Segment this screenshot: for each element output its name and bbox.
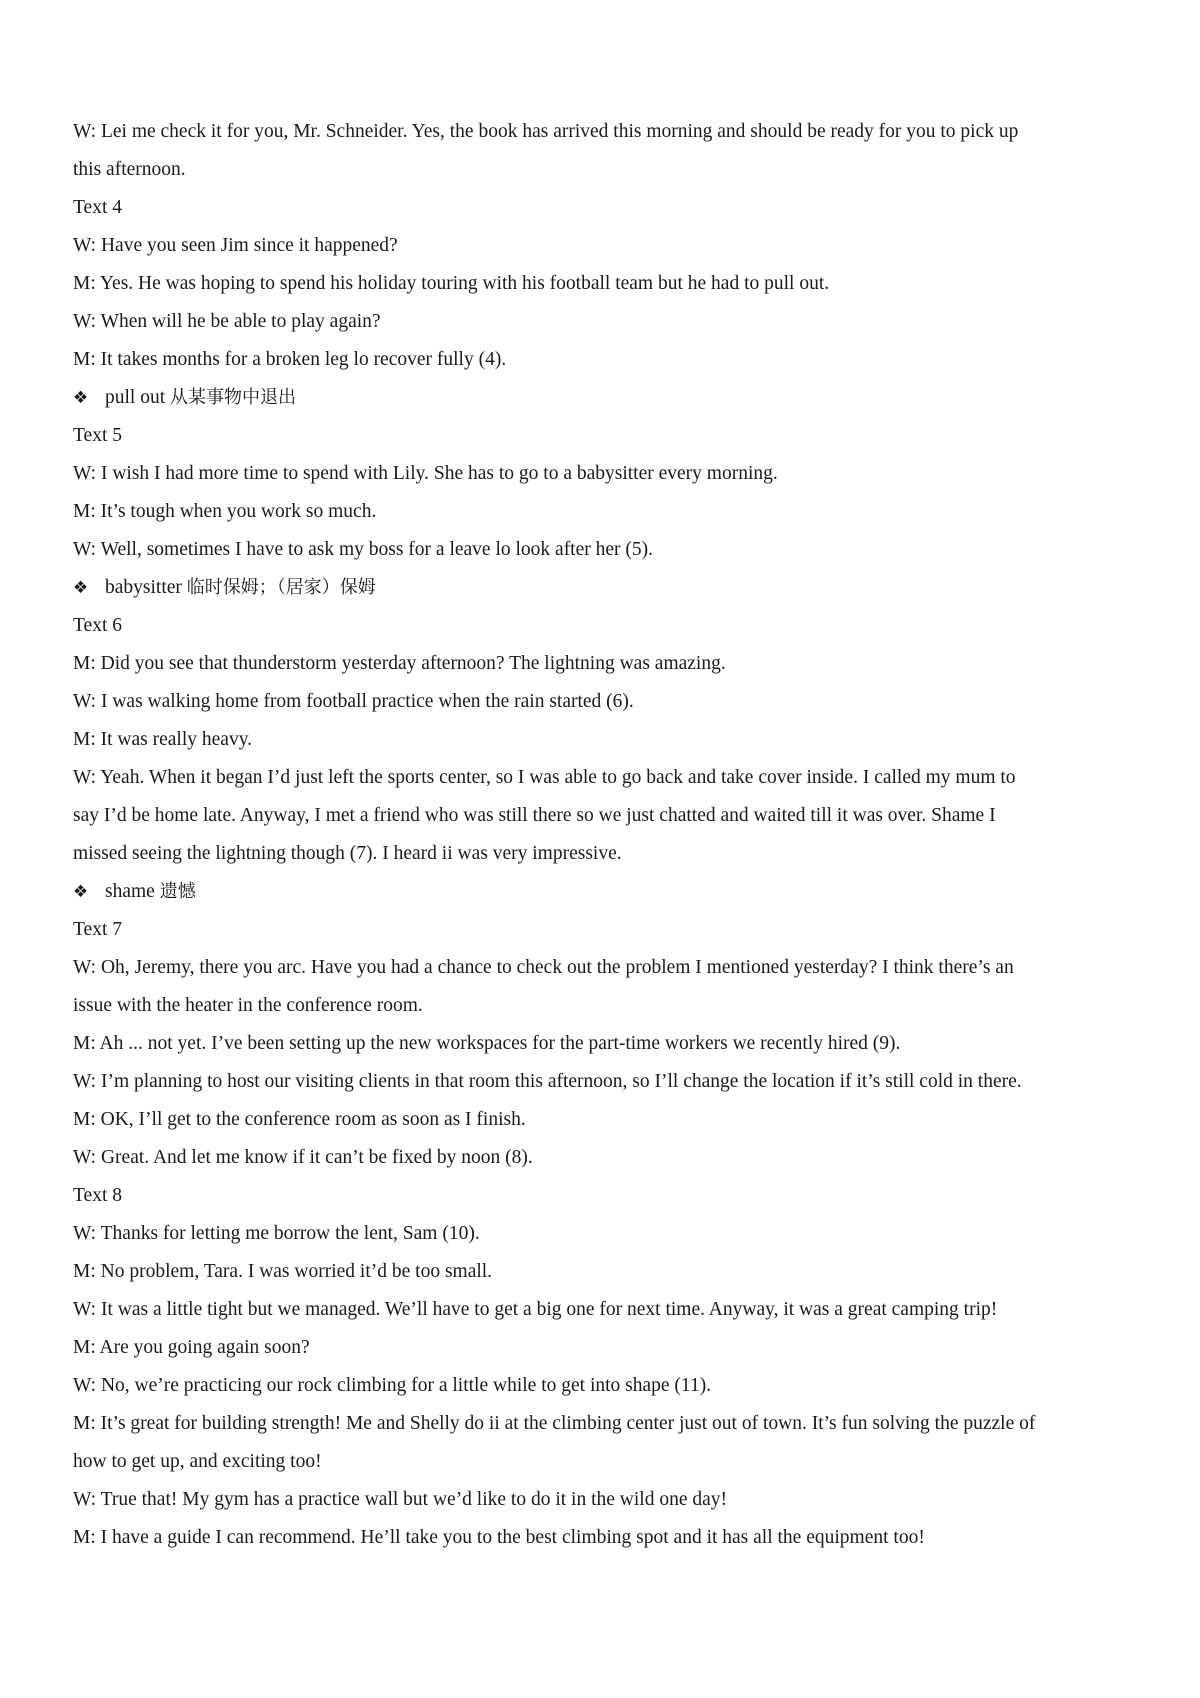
section-heading: Text 5 bbox=[73, 425, 122, 446]
dialogue-line: W: I was walking home from football practice when the rain started (6). bbox=[73, 691, 634, 712]
dialogue-line: M: It’s tough when you work so much. bbox=[73, 501, 377, 522]
section-heading: Text 4 bbox=[73, 197, 122, 218]
dialogue-line: missed seeing the lightning though (7). I heard ii was very impressive. bbox=[73, 843, 622, 864]
dialogue-line: how to get up, and exciting too! bbox=[73, 1451, 322, 1472]
vocab-note bbox=[73, 569, 1143, 607]
dialogue-line: M: OK, I’ll get to the conference room as soon as I finish. bbox=[73, 1109, 526, 1130]
dialogue-line: M: It’s great for building strength! Me and Shelly do ii at the climbing center just out of town. It’s fun solving the puzzle of bbox=[73, 1413, 1036, 1434]
dialogue-line: M: Did you see that thunderstorm yesterday afternoon? The lightning was amazing. bbox=[73, 653, 726, 674]
diamond-bullet-icon: ❖ bbox=[73, 882, 89, 902]
dialogue-line: M: It was really heavy. bbox=[73, 729, 253, 750]
dialogue-line: M: I have a guide I can recommend. He’ll take you to the best climbing spot and it has all the equipment too! bbox=[73, 1527, 925, 1548]
section-heading: Text 6 bbox=[73, 615, 122, 636]
diamond-bullet-icon: ❖ bbox=[73, 578, 89, 598]
dialogue-line: W: I’m planning to host our visiting clients in that room this afternoon, so I’ll change the location if it’s still cold in there. bbox=[73, 1071, 1022, 1092]
dialogue-line: M: It takes months for a broken leg lo recover fully (4). bbox=[73, 349, 507, 370]
vocab-note bbox=[73, 873, 1143, 911]
dialogue-line: W: Well, sometimes I have to ask my boss for a leave lo look after her (5). bbox=[73, 539, 654, 560]
dialogue-line: W: Lei me check it for you, Mr. Schneider. Yes, the book has arrived this morning and should be ready for you to pick up bbox=[73, 121, 1019, 142]
vocab-term: pull out bbox=[105, 387, 166, 408]
vocab-term: babysitter bbox=[105, 577, 182, 598]
dialogue-line: W: Have you seen Jim since it happened? bbox=[73, 235, 398, 256]
dialogue-line: issue with the heater in the conference room. bbox=[73, 995, 423, 1016]
dialogue-line: W: True that! My gym has a practice wall but we’d like to do it in the wild one day! bbox=[73, 1489, 728, 1510]
vocab-definition: 遗憾 bbox=[159, 881, 196, 902]
dialogue-line: say I’d be home late. Anyway, I met a friend who was still there so we just chatted and waited till it was over. Shame I bbox=[73, 805, 996, 826]
section-heading: Text 8 bbox=[73, 1185, 122, 1206]
document-page bbox=[73, 113, 1143, 1557]
dialogue-line: this afternoon. bbox=[73, 159, 186, 180]
dialogue-line: W: No, we’re practicing our rock climbing for a little while to get into shape (11). bbox=[73, 1375, 712, 1396]
dialogue-line: W: It was a little tight but we managed. We’ll have to get a big one for next time. Anyway, it was a great camping trip! bbox=[73, 1299, 998, 1320]
dialogue-line: M: Are you going again soon? bbox=[73, 1337, 310, 1358]
vocab-note bbox=[73, 379, 1143, 417]
section-heading: Text 7 bbox=[73, 919, 122, 940]
dialogue-line: W: When will he be able to play again? bbox=[73, 311, 381, 332]
dialogue-line: W: Oh, Jeremy, there you arc. Have you had a chance to check out the problem I mentioned yesterday? I think there’s an bbox=[73, 957, 1014, 978]
dialogue-line: M: Ah ... not yet. I’ve been setting up the new workspaces for the part-time workers we recently hired (9). bbox=[73, 1033, 901, 1054]
dialogue-line: W: Thanks for letting me borrow the lent, Sam (10). bbox=[73, 1223, 480, 1244]
vocab-definition: 临时保姆；（居家）保姆 bbox=[186, 577, 376, 598]
diamond-bullet-icon: ❖ bbox=[73, 388, 89, 408]
dialogue-line: M: Yes. He was hoping to spend his holiday touring with his football team but he had to pull out. bbox=[73, 273, 830, 294]
vocab-term: shame bbox=[105, 881, 155, 902]
dialogue-line: M: No problem, Tara. I was worried it’d be too small. bbox=[73, 1261, 493, 1282]
dialogue-line: W: Yeah. When it began I’d just left the sports center, so I was able to go back and take cover inside. I called my mum to bbox=[73, 767, 1016, 788]
dialogue-line: W: Great. And let me know if it can’t be fixed by noon (8). bbox=[73, 1147, 533, 1168]
dialogue-line: W: I wish I had more time to spend with Lily. She has to go to a babysitter every morning. bbox=[73, 463, 778, 484]
vocab-definition: 从某事物中退出 bbox=[170, 387, 297, 408]
